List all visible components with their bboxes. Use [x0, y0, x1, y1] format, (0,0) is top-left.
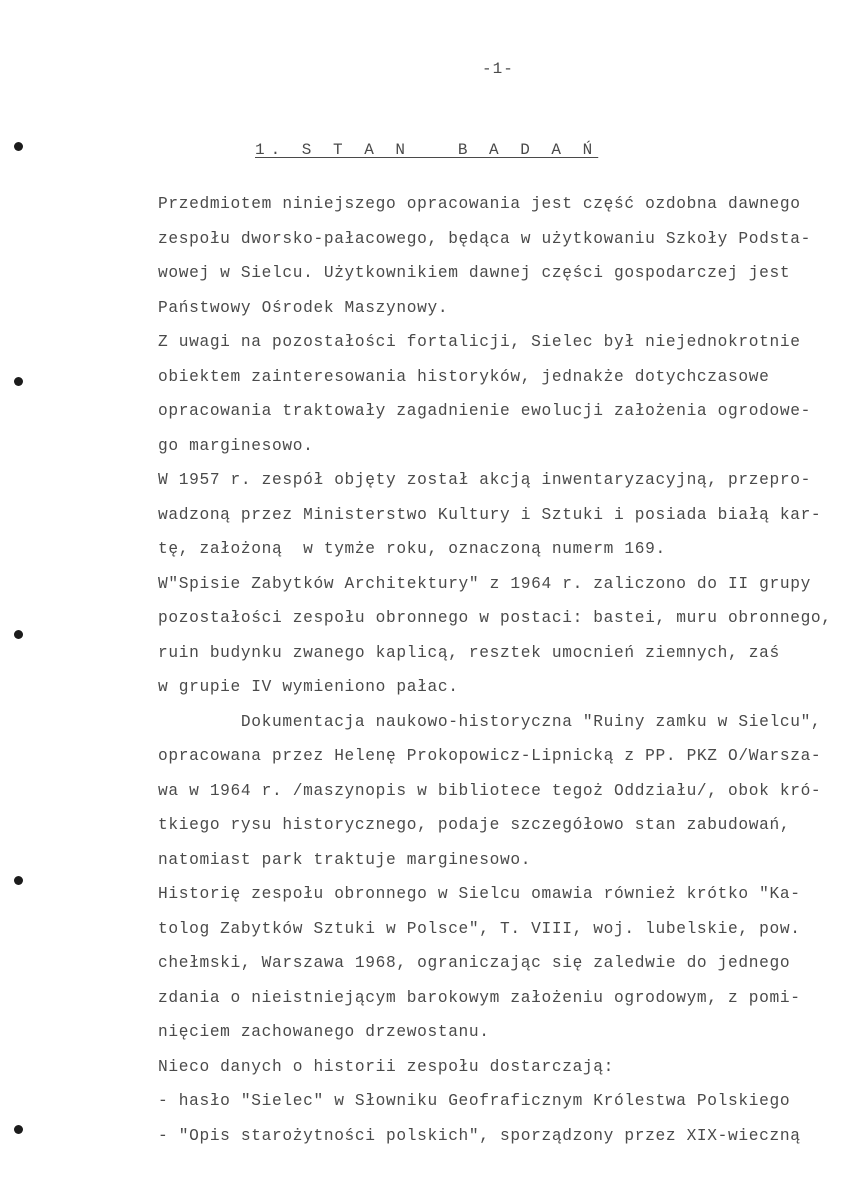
text-line: tę, założoną w tymże roku, oznaczoną numerm 169. [158, 540, 666, 558]
body-text [158, 187, 845, 1153]
text-line: go marginesowo. [158, 436, 314, 455]
text-line: ruin budynku zwanego kaplicą, resztek umocnień ziemnych, zaś [158, 643, 780, 662]
text-line: Państwowy Ośrodek Maszynowy. [158, 298, 449, 317]
section-heading: 1. S T A N B A D A Ń [255, 141, 599, 159]
text-line: zdania o nieistniejącym barokowym założeniu ogrodowym, z pomi- [158, 988, 801, 1007]
text-line: zespołu dworsko-pałacowego, będąca w użytkowaniu Szkoły Podsta- [158, 229, 811, 248]
text-line: opracowania traktowały zagadnienie ewolucji założenia ogrodowe- [158, 402, 811, 420]
text-line: nięciem zachowanego drzewostanu. [158, 1023, 490, 1041]
text-line: opracowana przez Helenę Prokopowicz-Lipnicką z PP. PKZ O/Warsza- [158, 747, 822, 765]
text-line: natomiast park traktuje marginesowo. [158, 850, 532, 869]
punch-hole [14, 377, 23, 386]
punch-hole [14, 142, 23, 151]
punch-hole [14, 1125, 23, 1134]
text-line: w grupie IV wymieniono pałac. [158, 678, 459, 696]
text-line: tkiego rysu historycznego, podaje szczegółowo stan zabudowań, [158, 816, 791, 834]
text-line: - "Opis starożytności polskich", sporządzony przez XIX-wieczną [158, 1126, 801, 1145]
text-line: wa w 1964 r. /maszynopis w bibliotece tegoż Oddziału/, obok kró- [158, 781, 822, 800]
text-line: obiektem zainteresowania historyków, jednakże dotychczasowe [158, 367, 770, 386]
text-line: chełmski, Warszawa 1968, ograniczając się zaledwie do jednego [158, 954, 791, 972]
text-line: tolog Zabytków Sztuki w Polsce", T. VIII, woj. lubelskie, pow. [158, 919, 801, 938]
text-line: Nieco danych o historii zespołu dostarczają: [158, 1057, 615, 1076]
text-line: Historię zespołu obronnego w Sielcu omawia również krótko "Ka- [158, 885, 801, 903]
text-line: wowej w Sielcu. Użytkownikiem dawnej części gospodarczej jest [158, 264, 791, 282]
text-line: Przedmiotem niniejszego opracowania jest część ozdobna dawnego [158, 195, 801, 213]
page-number: -1- [482, 60, 514, 78]
text-line: W 1957 r. zespół objęty został akcją inwentaryzacyjną, przepro- [158, 471, 811, 489]
punch-hole [14, 876, 23, 885]
text-line: pozostałości zespołu obronnego w postaci: bastei, muru obronnego, [158, 609, 832, 627]
text-line: - hasło "Sielec" w Słowniku Geofraficznym Królestwa Polskiego [158, 1092, 791, 1110]
text-line: W"Spisie Zabytków Architektury" z 1964 r. zaliczono do II grupy [158, 574, 811, 593]
text-line: Dokumentacja naukowo-historyczna "Ruiny zamku w Sielcu", [158, 712, 822, 731]
text-line: Z uwagi na pozostałości fortalicji, Sielec był niejednokrotnie [158, 333, 801, 351]
punch-hole [14, 630, 23, 639]
text-line: wadzoną przez Ministerstwo Kultury i Sztuki i posiada białą kar- [158, 505, 822, 524]
